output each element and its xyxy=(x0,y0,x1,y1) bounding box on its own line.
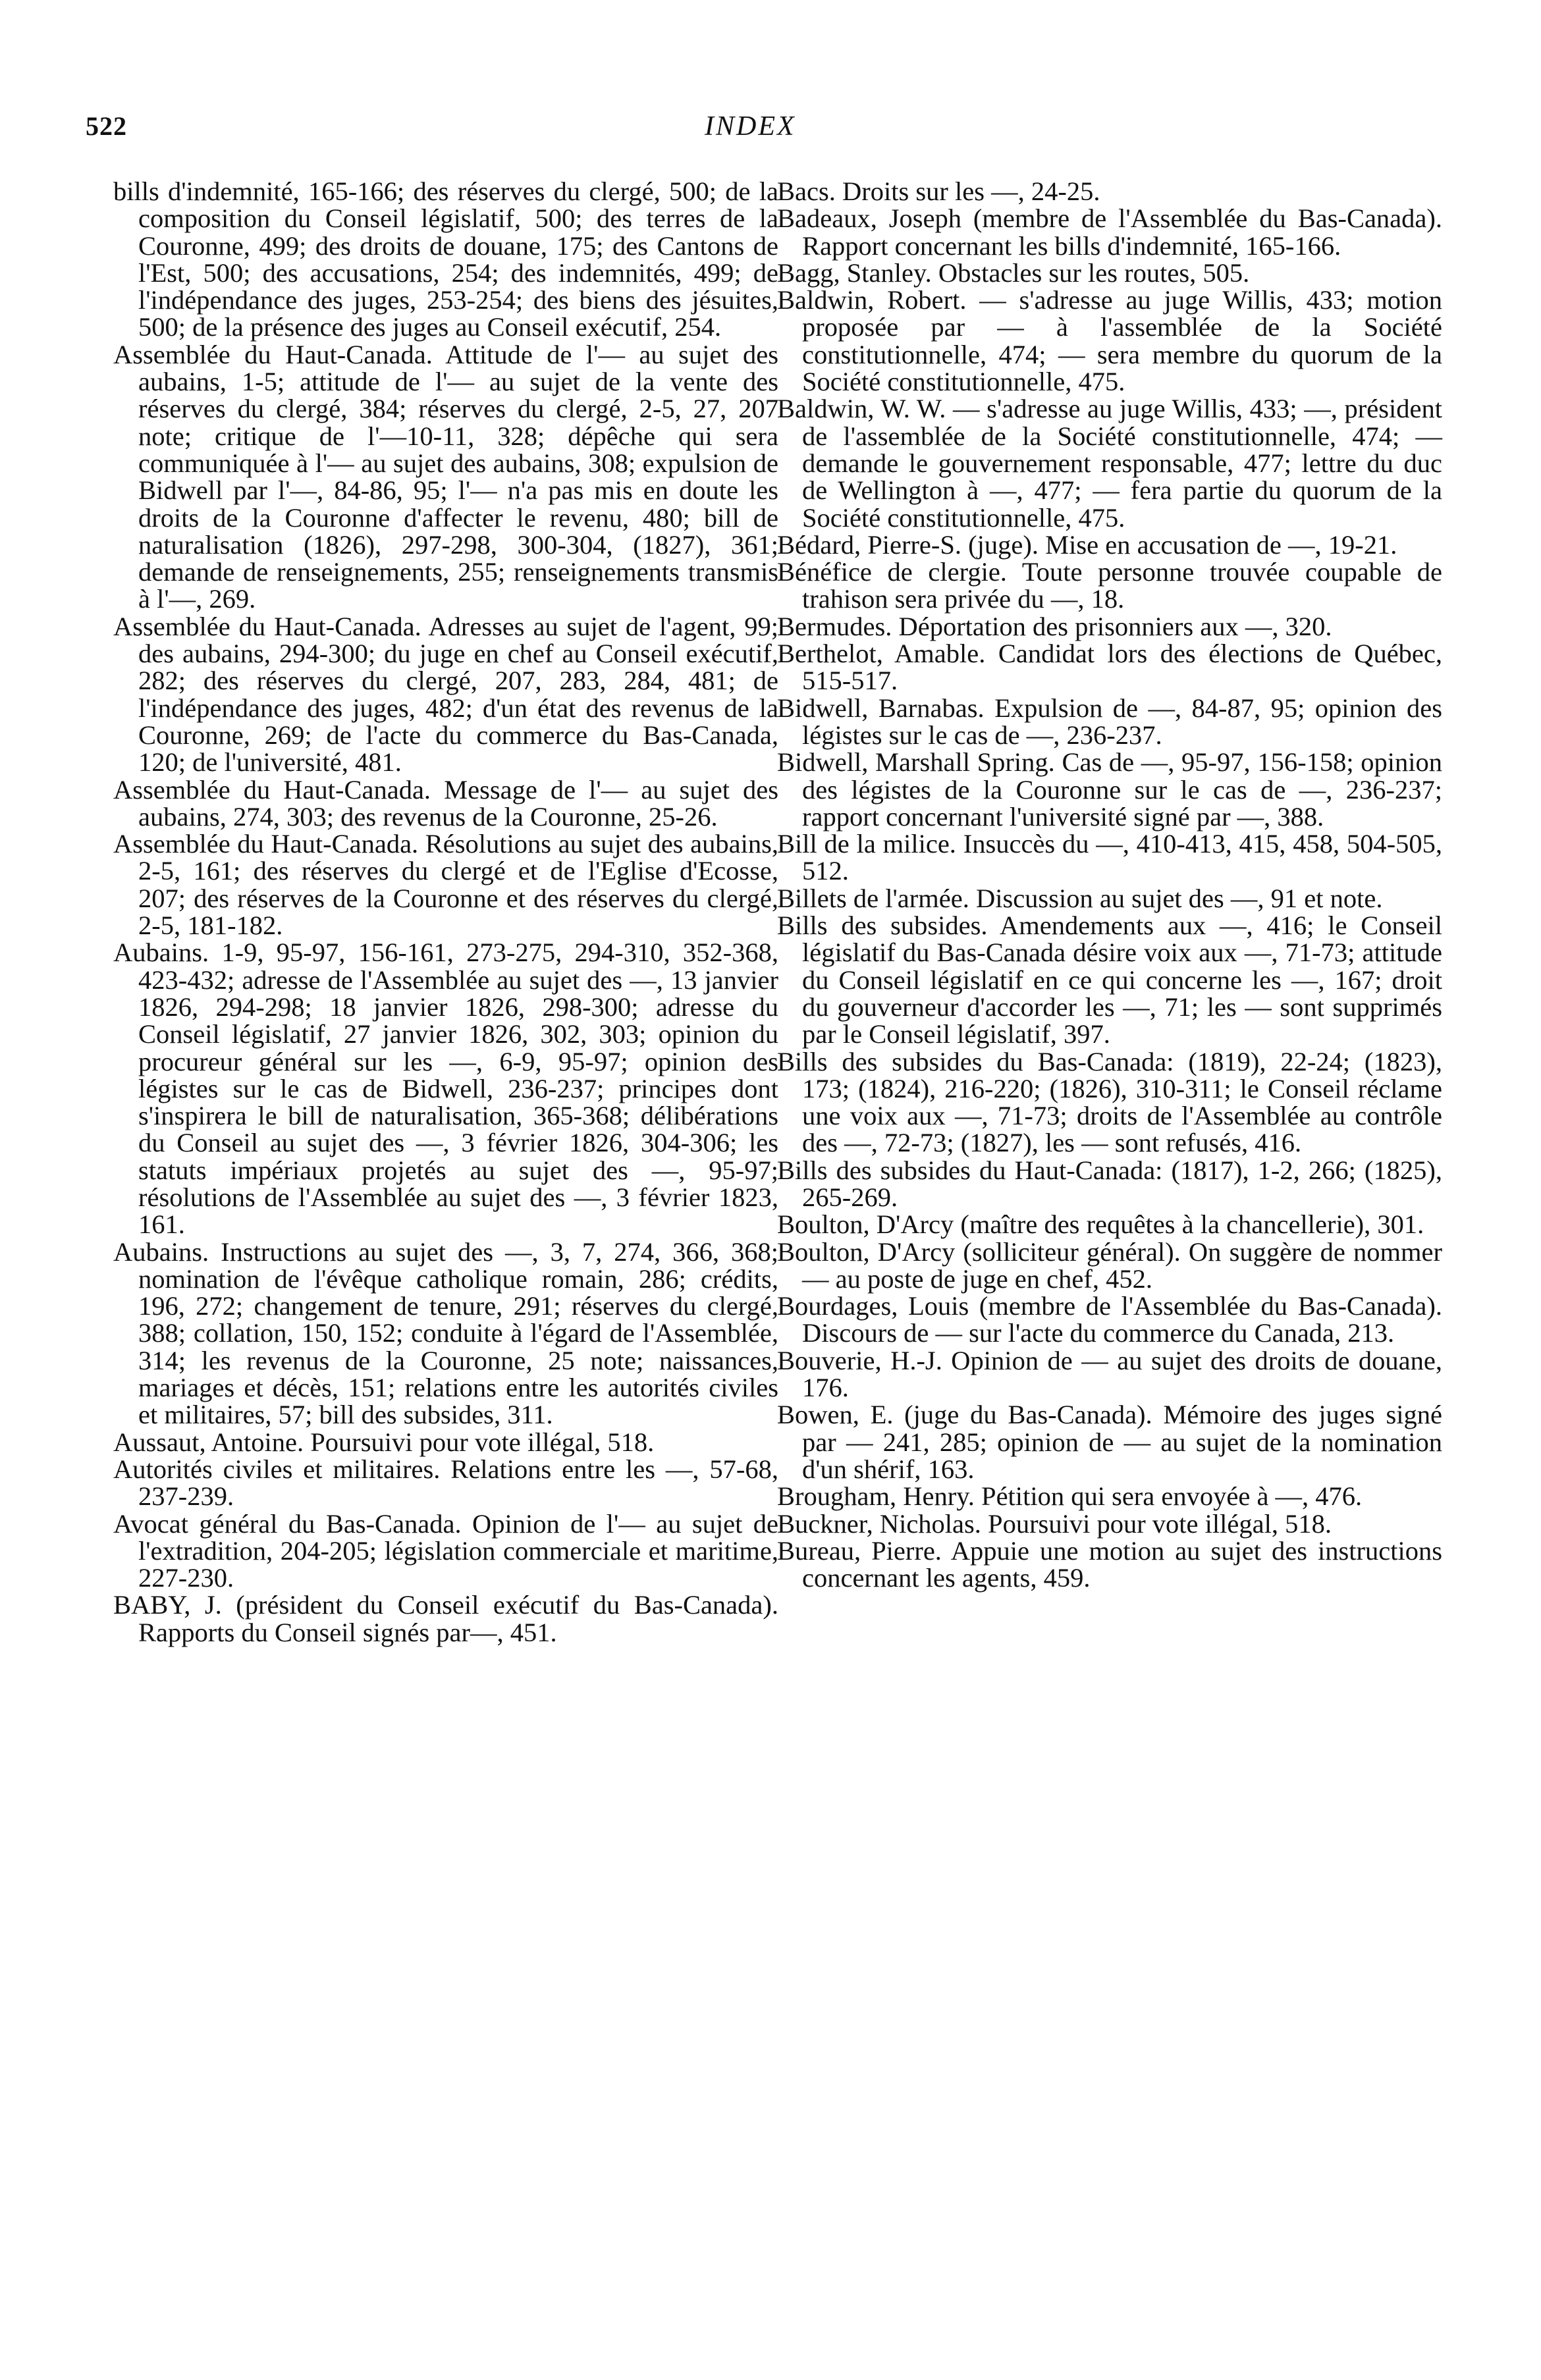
index-entry: Brougham, Henry. Pétition qui sera envoyée à —, 476. xyxy=(777,1481,1363,1512)
index-entry: Boulton, D'Arcy (solliciteur général). On suggère de nommer — au poste de juge en chef, 452. xyxy=(777,1236,1442,1294)
index-entry: Berthelot, Amable. Candidat lors des élections de Québec, 515-517. xyxy=(777,639,1442,696)
index-entry: Assemblée du Haut-Canada. Attitude de l'— au sujet des aubains, 1-5; attitude de l'— au sujet de la vente des réserves du clergé, 384; réserves du clergé, 2-5, 27, 207 note; critique de l'—10-11, 328; dépêche qui sera communiquée à l'— au sujet des aubains, 308; expulsion de Bidwell par l'—, 84-86, 95; l'— n'a pas mis en doute les droits de la Couronne d'affecter le revenu, 480; bill de naturalisation (1826), 297-298, 300-304, (1827), 361; demande de renseignements, 255; renseignements transmis à l'—, 269. xyxy=(113,339,778,614)
index-entry: Assemblée du Haut-Canada. Message de l'— au sujet des aubains, 274, 303; des revenus de la Couronne, 25-26. xyxy=(113,774,778,832)
index-entry: bills d'indemnité, 165-166; des réserves du clergé, 500; de la composition du Conseil législatif, 500; des terres de la Couronne, 499; des droits de douane, 175; des Cantons de l'Est, 500; des accusations, 254; des indemnités, 499; de l'indépendance des juges, 253-254; des biens des jésuites, 500; de la présence des juges au Conseil exécutif, 254. xyxy=(113,176,778,342)
index-entry: Bidwell, Marshall Spring. Cas de —, 95-97, 156-158; opinion des légistes de la Couronne sur le cas de —, 236-237; rapport concernant l'université signé par —, 388. xyxy=(777,747,1442,832)
index-entry: Baldwin, Robert. — s'adresse au juge Willis, 433; motion proposée par — à l'assemblée de la Société constitutionnelle, 474; — sera membre du quorum de la Société constitutionnelle, 475. xyxy=(777,285,1442,397)
index-entry: Bédard, Pierre-S. (juge). Mise en accusation de —, 19-21. xyxy=(777,529,1397,560)
index-entry: Bowen, E. (juge du Bas-Canada). Mémoire des juges signé par — 241, 285; opinion de — au sujet de la nomination d'un shérif, 163. xyxy=(777,1400,1442,1484)
index-entry: Bourdages, Louis (membre de l'Assemblée du Bas-Canada). Discours de — sur l'acte du commerce du Canada, 213. xyxy=(777,1291,1442,1348)
index-entry: Aussaut, Antoine. Poursuivi pour vote illégal, 518. xyxy=(113,1427,655,1457)
index-entry: Bagg, Stanley. Obstacles sur les routes, 505. xyxy=(777,257,1250,288)
index-entry: Assemblée du Haut-Canada. Adresses au sujet de l'agent, 99; des aubains, 294-300; du juge en chef au Conseil exécutif, 282; des réserves du clergé, 207, 283, 284, 481; de l'indépendance des juges, 482; d'un état des revenus de la Couronne, 269; de l'acte du commerce du Bas-Canada, 120; de l'université, 481. xyxy=(113,611,778,778)
page-number: 522 xyxy=(86,111,127,141)
index-entry: Baldwin, W. W. — s'adresse au juge Willis, 433; —, président de l'assemblée de la Société constitutionnelle, 474; — demande le gouvernement responsable, 477; lettre du duc de Wellington à —, 477; — fera partie du quorum de la Société constitutionnelle, 475. xyxy=(777,394,1442,533)
index-column-left xyxy=(113,178,778,1646)
index-entry: Boulton, D'Arcy (maître des requêtes à la chancellerie), 301. xyxy=(777,1209,1424,1240)
index-entry: Aubains. 1-9, 95-97, 156-161, 273-275, 294-310, 352-368, 423-432; adresse de l'Assemblée au sujet des —, 13 janvier 1826, 294-298; 18 janvier 1826, 298-300; adresse du Conseil législatif, 27 janvier 1826, 302, 303; opinion du procureur général sur les —, 6-9, 95-97; opinion des légistes sur le cas de Bidwell, 236-237; principes dont s'inspirera le bill de naturalisation, 365-368; délibérations du Conseil au sujet des —, 3 février 1826, 304-306; les statuts impériaux projetés au sujet des —, 95-97; résolutions de l'Assemblée au sujet des —, 3 février 1823, 161. xyxy=(113,938,778,1240)
index-entry: Autorités civiles et militaires. Relations entre les —, 57-68, 237-239. xyxy=(113,1454,778,1512)
index-column-right xyxy=(777,178,1442,1591)
index-entry: Bouverie, H.-J. Opinion de — au sujet des droits de douane, 176. xyxy=(777,1345,1442,1403)
index-entry: Bills des subsides du Haut-Canada: (1817), 1-2, 266; (1825), 265-269. xyxy=(777,1155,1442,1212)
index-entry: Billets de l'armée. Discussion au sujet des —, 91 et note. xyxy=(777,883,1383,913)
index-entry: Avocat général du Bas-Canada. Opinion de l'— au sujet de l'extradition, 204-205; législation commerciale et maritime, 227-230. xyxy=(113,1508,778,1593)
index-entry: Bureau, Pierre. Appuie une motion au sujet des instructions concernant les agents, 459. xyxy=(777,1535,1442,1593)
index-entry: Bacs. Droits sur les —, 24-25. xyxy=(777,176,1100,206)
index-entry: Bidwell, Barnabas. Expulsion de —, 84-87, 95; opinion des légistes sur le cas de —, 236-237. xyxy=(777,693,1442,750)
index-entry: Bill de la milice. Insuccès du —, 410-413, 415, 458, 504-505, 512. xyxy=(777,829,1442,886)
index-entry: Bills des subsides. Amendements aux —, 416; le Conseil législatif du Bas-Canada désire voix aux —, 71-73; attitude du Conseil législatif en ce qui concerne les —, 167; droit du gouverneur d'accorder les —, 71; les — sont supprimés par le Conseil législatif, 397. xyxy=(777,911,1442,1049)
index-entry: Bills des subsides du Bas-Canada: (1819), 22-24; (1823), 173; (1824), 216-220; (1826), 310-311; le Conseil réclame une voix aux —, 71-73; droits de l'Assemblée au contrôle des —, 72-73; (1827), les — sont refusés, 416. xyxy=(777,1046,1442,1158)
index-entry: Bénéfice de clergie. Toute personne trouvée coupable de trahison sera privée du —, 18. xyxy=(777,557,1442,614)
index-entry: Buckner, Nicholas. Poursuivi pour vote illégal, 518. xyxy=(777,1508,1332,1539)
index-entry: Badeaux, Joseph (membre de l'Assemblée du Bas-Canada). Rapport concernant les bills d'indemnité, 165-166. xyxy=(777,203,1442,261)
index-entry: Assemblée du Haut-Canada. Résolutions au sujet des aubains, 2-5, 161; des réserves du clergé et de l'Eglise d'Ecosse, 207; des réserves de la Couronne et des réserves du clergé, 2-5, 181-182. xyxy=(113,829,778,941)
index-entry: Bermudes. Déportation des prisonniers aux —, 320. xyxy=(777,611,1332,641)
running-title: INDEX xyxy=(705,111,796,142)
index-entry: Aubains. Instructions au sujet des —, 3, 7, 274, 366, 368; nomination de l'évêque catholique romain, 286; crédits, 196, 272; changement de tenure, 291; réserves du clergé, 388; collation, 150, 152; conduite à l'égard de l'Assemblée, 314; les revenus de la Couronne, 25 note; naissances, mariages et décès, 151; relations entre les autorités civiles et militaires, 57; bill des subsides, 311. xyxy=(113,1236,778,1430)
index-entry: BABY, J. (président du Conseil exécutif du Bas-Canada). Rapports du Conseil signés par—, 451. xyxy=(113,1590,778,1647)
